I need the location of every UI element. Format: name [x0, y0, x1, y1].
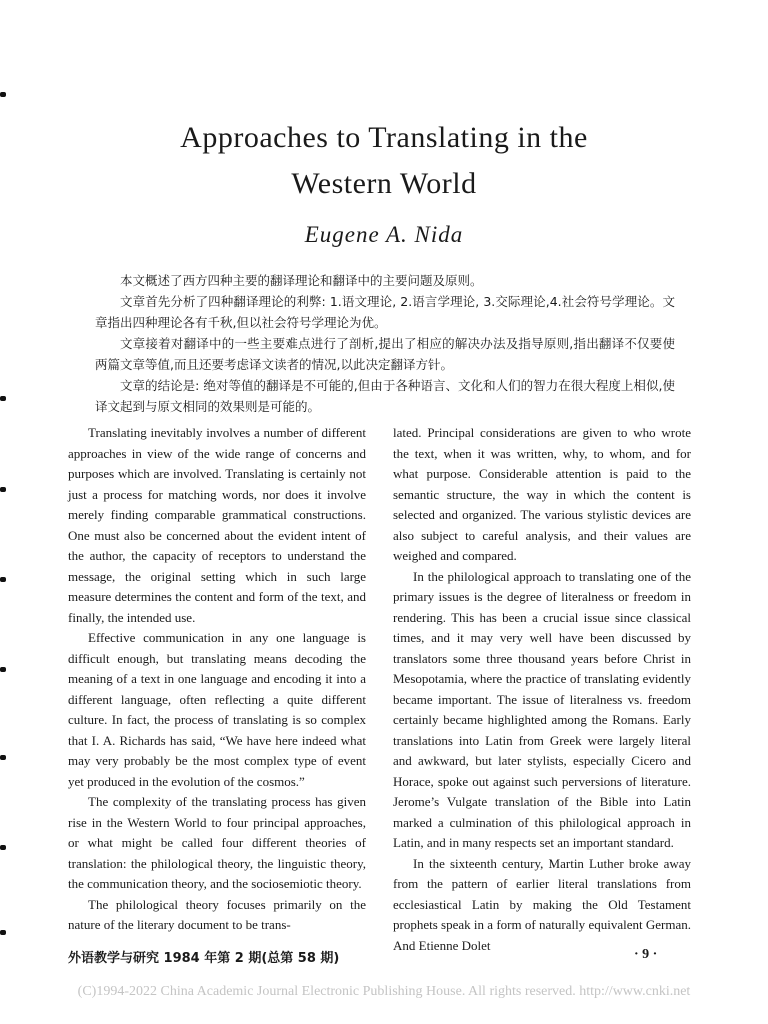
- copyright-watermark: (C)1994-2022 China Academic Journal Electronic Publishing House. All rights reserved. http://www.cnki.net: [77, 984, 691, 999]
- article-title-line-1: Approaches to Translating in the: [180, 121, 588, 154]
- margin-mark: [0, 930, 6, 935]
- body-paragraph: The complexity of the translating process has given rise in the Western World to four principal approaches, or what might be called four different theories of translation: the philological theory, the linguistic theory, the communication theory, and the sociosemiotic theory.: [68, 794, 366, 891]
- margin-mark: [0, 845, 6, 850]
- abstract-paragraph: 文章的结论是: 绝对等值的翻译是不可能的,但由于各种语言、文化和人们的智力在很大程度上相似,使译文起到与原文相同的效果则是可能的。: [95, 378, 675, 414]
- body-paragraph: The philological theory focuses primarily on the nature of the literary document to be trans-: [68, 896, 366, 932]
- author-name: Eugene A. Nida: [304, 222, 464, 247]
- page-number: · 9 ·: [634, 947, 658, 962]
- chinese-abstract: [95, 270, 675, 417]
- margin-mark: [0, 755, 6, 760]
- abstract-paragraph: 文章接着对翻译中的一些主要难点进行了剖析,提出了相应的解决办法及指导原则,指出翻译不仅要使两篇文章等值,而且还要考虑译文读者的情况,以此决定翻译方针。: [95, 336, 675, 372]
- margin-mark: [0, 667, 6, 672]
- abstract-paragraph: 文章首先分析了四种翻译理论的利弊: 1.语文理论, 2.语言学理论, 3.交际理论,4.社会符号学理论。文章指出四种理论各有千秋,但以社会符号学理论为优。: [95, 294, 675, 330]
- body-paragraph: Translating inevitably involves a number of different approaches in view of the wide range of concerns and purposes which are involved. Translating is certainly not just a process for matching words, nor does it involve merely finding comparable grammatical constructions. One must also be concerned about the evident intent of the author, the capacity of receptors to understand the message, the original setting which in such large measure determines the content and form of the text, and finally, the intended use.: [68, 425, 366, 625]
- margin-mark: [0, 92, 6, 97]
- body-column-right: [393, 423, 691, 956]
- body-paragraph-continued: lated. Principal considerations are given to who wrote the text, when it was written, why, to whom, and for what purpose. Considerable attention is paid to the semantic structure, the way in which the content is selected and organized. The various stylistic devices are also subject to careful analysis, and their values are weighed and compared.: [393, 425, 691, 563]
- body-column-left: [68, 423, 366, 936]
- journal-footer: 外语教学与研究 1984 年第 2 期(总第 58 期): [68, 951, 340, 966]
- margin-mark: [0, 577, 6, 582]
- article-title-line-2: Western World: [291, 167, 477, 200]
- margin-mark: [0, 487, 6, 492]
- abstract-paragraph: 本文概述了西方四种主要的翻译理论和翻译中的主要问题及原则。: [120, 273, 483, 288]
- body-paragraph: In the philological approach to translating one of the primary issues is the degree of literalness or freedom in rendering. This has been a crucial issue since classical times, and it may very well have been discussed by translators some three thousand years before Christ in Mesopotamia, where the practice of translating evidently became important. The issue of literalness vs. freedom certainly became highlighted among the Romans. Early translations into Latin from Greek were largely literal and awkward, but later stylists, especially Cicero and Horace, spoke out against such perversions of literature. Jerome’s Vulgate translation of the Bible into Latin marked a culmination of this philological approach in Latin, and in many respects set an important standard.: [393, 568, 691, 850]
- margin-mark: [0, 396, 6, 401]
- body-paragraph: In the sixteenth century, Martin Luther broke away from the pattern of earlier literal translations from ecclesiastical Latin by making the Old Testament prophets speak in a form of naturally equivalent German. And Etienne Dolet: [393, 855, 691, 953]
- body-paragraph: Effective communication in any one language is difficult enough, but translating means decoding the meaning of a text in one language and encoding it into a different language, often reflecting a quite different culture. In fact, the process of translating is so complex that I. A. Richards has said, “We have here indeed what may very probably be the most complex type of event yet produced in the evolution of the cosmos.”: [68, 630, 366, 789]
